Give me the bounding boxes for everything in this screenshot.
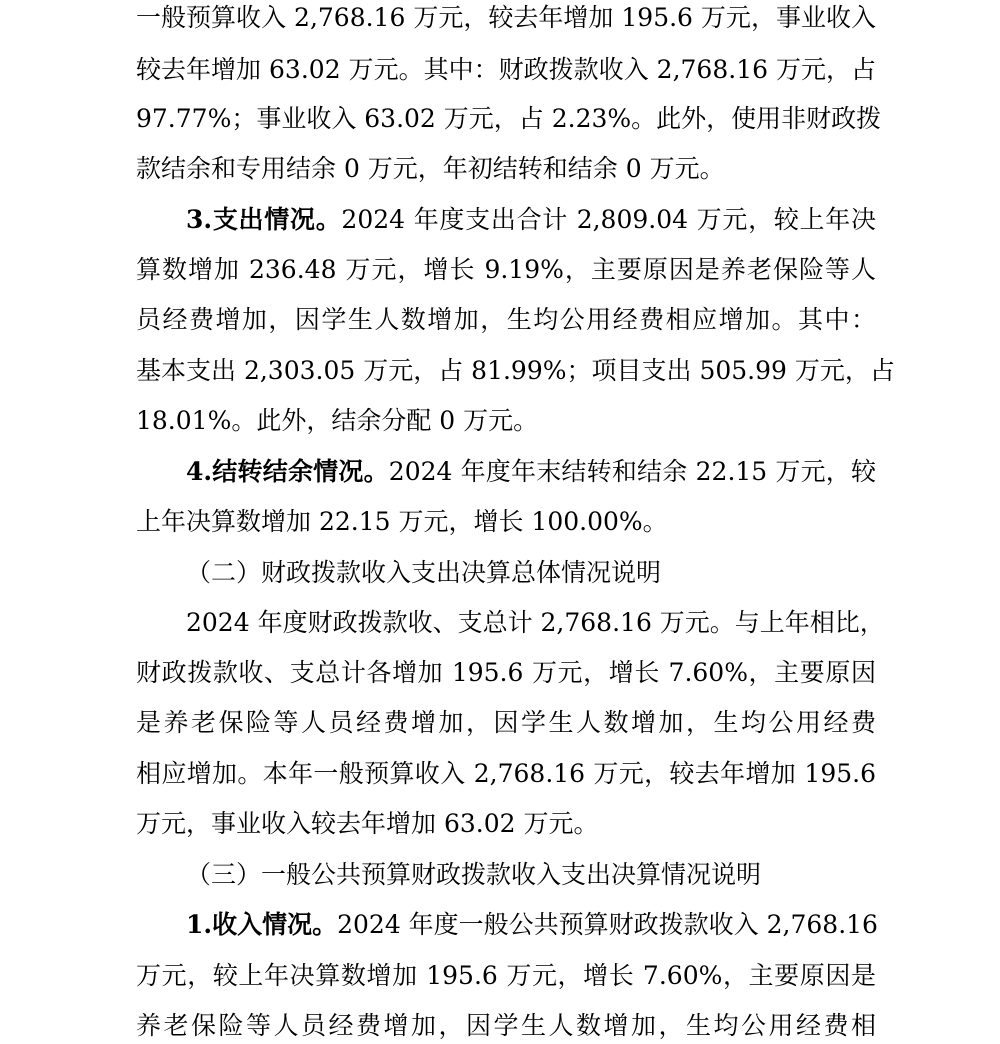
paragraph-line: 上年决算数增加 22.15 万元，增长 100.00%。 xyxy=(136,507,668,536)
paragraph-line: 2024 年度财政拨款收、支总计 2,768.16 万元。与上年相比， xyxy=(186,608,885,637)
paragraph-line: 3.支出情况。2024 年度支出合计 2,809.04 万元，较上年决 xyxy=(186,205,876,234)
paragraph-line: 万元，事业收入较去年增加 63.02 万元。 xyxy=(136,809,599,838)
paragraph-line: 财政拨款收、支总计各增加 195.6 万元，增长 7.60%，主要原因 xyxy=(136,658,876,687)
paragraph-line: 较去年增加 63.02 万元。其中：财政拨款收入 2,768.16 万元，占 xyxy=(136,55,876,84)
section-label-carryover: 4.结转结余情况。 xyxy=(186,457,389,486)
paragraph-line: 1.收入情况。2024 年度一般公共预算财政拨款收入 2,768.16 xyxy=(186,910,878,939)
paragraph-line: 基本支出 2,303.05 万元，占 81.99%；项目支出 505.99 万元，占 xyxy=(136,356,895,385)
section-label-expenditure: 3.支出情况。 xyxy=(186,205,342,234)
paragraph-line: 是养老保险等人员经费增加，因学生人数增加，生均公用经费 xyxy=(136,708,876,737)
paragraph-line: 相应增加。本年一般预算收入 2,768.16 万元，较去年增加 195.6 xyxy=(136,759,876,788)
section-heading: （二）财政拨款收入支出决算总体情况说明 xyxy=(186,558,662,587)
paragraph-line: 养老保险等人员经费增加，因学生人数增加，生均公用经费相 xyxy=(136,1011,876,1040)
paragraph-line: 万元，较上年决算数增加 195.6 万元，增长 7.60%，主要原因是 xyxy=(136,961,876,990)
paragraph-line: 算数增加 236.48 万元，增长 9.19%，主要原因是养老保险等人 xyxy=(136,255,876,284)
paragraph-line: 款结余和专用结余 0 万元，年初结转和结余 0 万元。 xyxy=(136,154,725,183)
paragraph-line: 97.77%；事业收入 63.02 万元，占 2.23%。此外，使用非财政拨 xyxy=(136,104,882,133)
paragraph-line: 18.01%。此外，结余分配 0 万元。 xyxy=(136,406,539,435)
paragraph-line: 员经费增加，因学生人数增加，生均公用经费相应增加。其中： xyxy=(136,305,876,334)
section-heading: （三）一般公共预算财政拨款收入支出决算情况说明 xyxy=(186,860,762,889)
section-label-income: 1.收入情况。 xyxy=(186,910,338,939)
paragraph-line: 一般预算收入 2,768.16 万元，较去年增加 195.6 万元，事业收入 xyxy=(136,3,876,32)
paragraph-line: 4.结转结余情况。2024 年度年末结转和结余 22.15 万元，较 xyxy=(186,457,876,486)
